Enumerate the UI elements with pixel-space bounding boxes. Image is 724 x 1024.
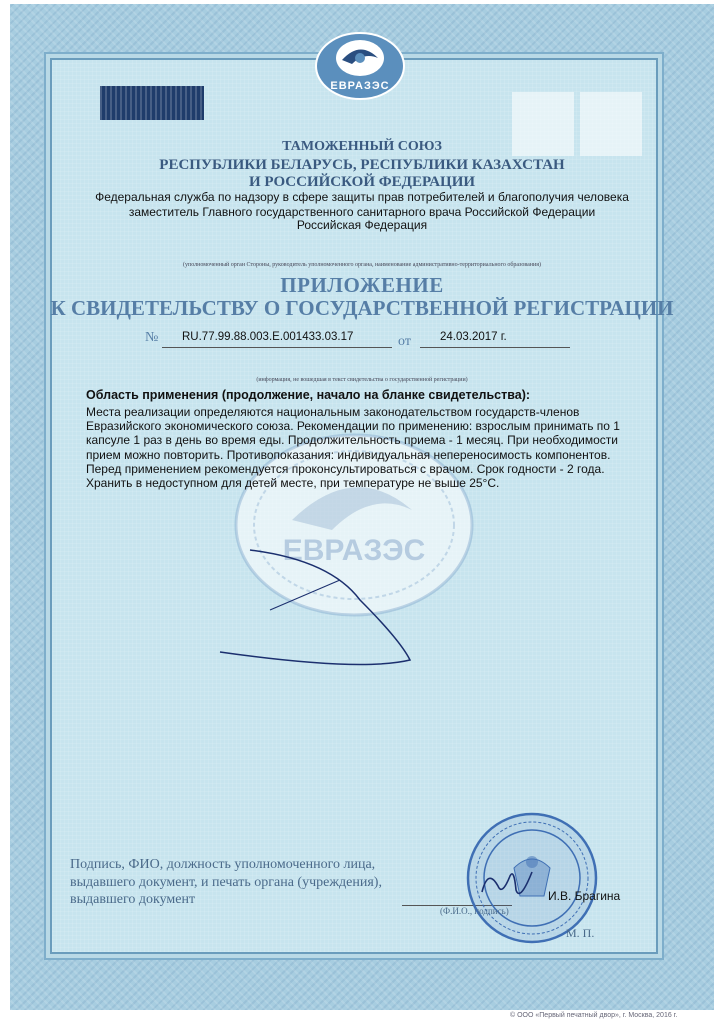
org-line-1: ТАМОЖЕННЫЙ СОЮЗ xyxy=(282,139,442,154)
fio-label: (Ф.И.О., подпись) xyxy=(440,906,509,916)
registration-number: RU.77.99.88.003.E.001433.03.17 xyxy=(182,331,354,343)
signer-name: И.В. Брагина xyxy=(548,889,621,903)
mp-label: М. П. xyxy=(566,926,595,940)
signature-block-text: Подпись, ФИО, должность уполномоченного лица, выдавшего документ, и печать органа (учреждения), выдавшего документ xyxy=(70,857,382,907)
watermark-text: ЕВРАЗЭС xyxy=(282,534,426,567)
signature-scribble-icon xyxy=(210,540,430,680)
authority-line-2: заместитель Главного государственного санитарного врача Российской Федерации xyxy=(128,205,596,219)
document-title: ПРИЛОЖЕНИЕ xyxy=(280,273,444,297)
date-label: от xyxy=(398,334,411,349)
authority-line-3: Российская Федерация xyxy=(296,218,428,232)
handwritten-signature-icon xyxy=(476,862,536,906)
scope-text: Места реализации определяются национальным законодательством государств-членов Евразийского экономического союза. Рекомендации по применению: взрослым принимать по 1 капсуле 1 раз в день во время еды. Продолжительность приема - 1 месяц. При необходимости прием можно повторить. Противопоказания: индивидуальная непереносимость компонентов. Перед применением рекомендуется проконсультироваться с врачом. Срок годности - 2 года. Хранить в недоступном для детей месте, при температуре не выше 25°С. xyxy=(86,405,620,491)
number-label: № xyxy=(145,330,159,345)
registration-caption: (информация, не вошедшая в текст свидетельства о государственной регистрации) xyxy=(256,377,468,383)
document-subtitle: К СВИДЕТЕЛЬСТВУ О ГОСУДАРСТВЕННОЙ РЕГИСТРАЦИИ xyxy=(50,296,674,320)
printer-footer: © ООО «Первый печатный двор», г. Москва, 2016 г. xyxy=(510,1012,678,1019)
date-underline xyxy=(420,347,570,348)
blank-serial-strip xyxy=(100,86,204,120)
authority-caption: (уполномоченный орган Стороны, руководитель уполномоченного органа, наименование административно-территориального образования) xyxy=(183,262,541,268)
authority-line-1: Федеральная служба по надзору в сфере защиты прав потребителей и благополучия человека xyxy=(95,190,629,204)
scope-title: Область применения (продолжение, начало на бланке свидетельства): xyxy=(86,388,531,402)
org-line-2: РЕСПУБЛИКИ БЕЛАРУСЬ, РЕСПУБЛИКИ КАЗАХСТАН xyxy=(159,157,565,173)
number-underline xyxy=(162,347,392,348)
registration-date: 24.03.2017 г. xyxy=(440,331,507,343)
org-line-3: И РОССИЙСКОЙ ФЕДЕРАЦИИ xyxy=(248,174,476,190)
logo-text: ЕВРАЗЭС xyxy=(330,80,390,92)
